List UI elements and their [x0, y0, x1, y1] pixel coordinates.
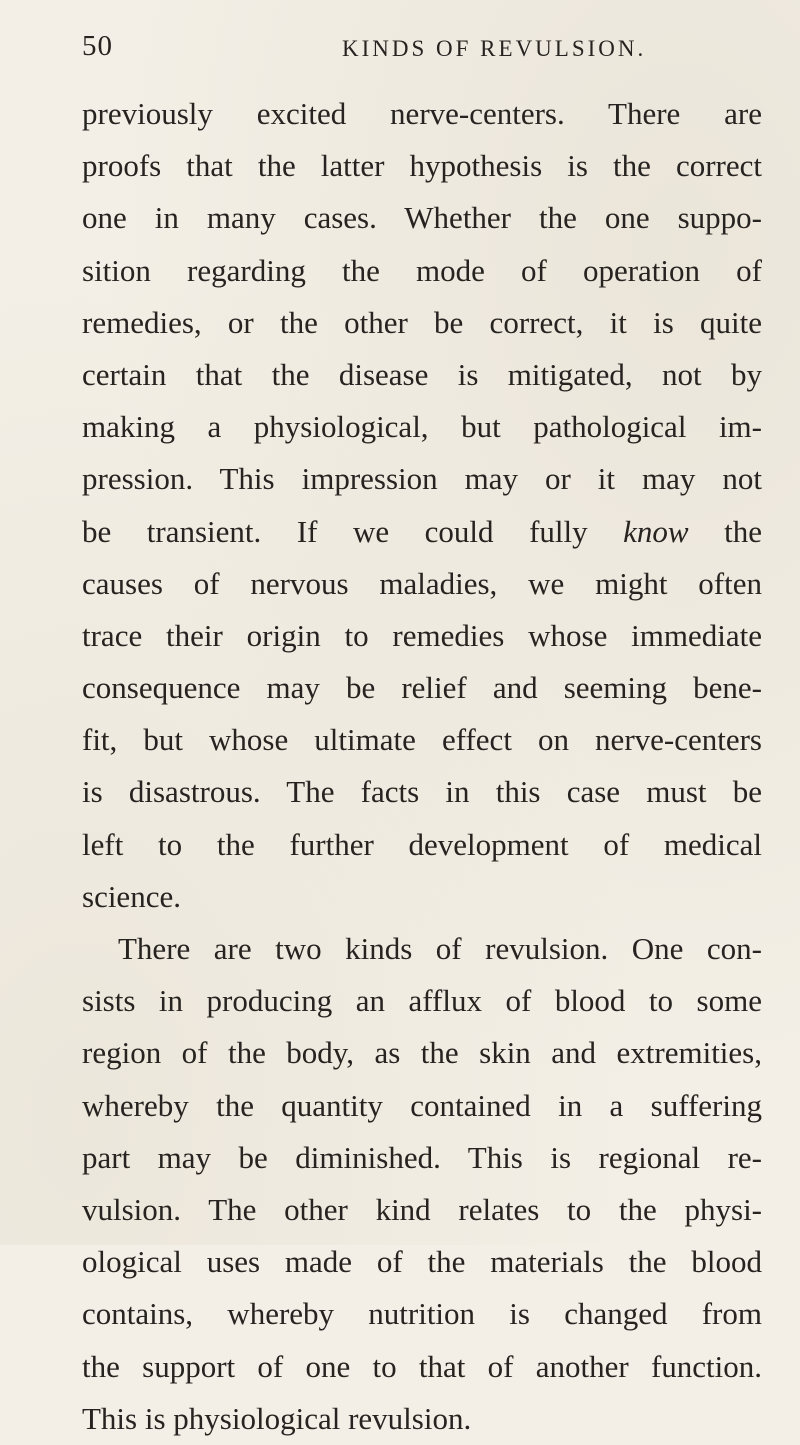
text-line [82, 923, 762, 975]
text-line [82, 88, 762, 140]
text-segment: the support of one to that of another function. [82, 1348, 762, 1384]
text-line [82, 766, 762, 818]
text-segment: sition regarding the mode of operation of [82, 252, 762, 288]
text-line [82, 297, 762, 349]
text-segment: There are two kinds of revulsion. One con- [118, 931, 762, 966]
text-line [82, 1393, 762, 1445]
text-segment: region of the body, as the skin and extremities, [82, 1035, 762, 1071]
text-segment: consequence may be relief and seeming bene- [82, 670, 762, 706]
text-segment: This is physiological revulsion. [82, 1400, 472, 1436]
text-segment: previously excited nerve-centers. There are [82, 96, 762, 131]
text-segment: sists in producing an afflux of blood to some [82, 983, 762, 1019]
text-segment: proofs that the latter hypothesis is the correct [82, 148, 762, 184]
text-line [82, 1184, 762, 1236]
text-line [82, 610, 762, 662]
text-segment: whereby the quantity contained in a suffering [82, 1087, 762, 1123]
running-title: KINDS OF REVULSION. [342, 36, 647, 61]
paragraph [82, 923, 762, 1445]
text-line [82, 1341, 762, 1393]
text-line [82, 975, 762, 1027]
text-segment: the [688, 513, 762, 549]
text-segment: one in many cases. Whether the one suppo- [82, 200, 762, 236]
body-text [82, 88, 762, 1445]
text-line [82, 245, 762, 297]
text-line [82, 871, 762, 923]
text-segment: making a physiological, but pathological im- [82, 409, 762, 445]
text-line [82, 819, 762, 871]
text-segment: ological uses made of the materials the blood [82, 1244, 762, 1280]
text-segment: be transient. If we could fully [82, 513, 624, 549]
text-line [82, 1132, 762, 1184]
text-line [82, 558, 762, 610]
page-number: 50 [82, 30, 113, 62]
paragraph [82, 88, 762, 923]
text-segment: is disastrous. The facts in this case must be [82, 774, 762, 810]
text-line [82, 506, 762, 558]
text-line [82, 662, 762, 714]
text-line [82, 140, 762, 192]
text-segment: fit, but whose ultimate effect on nerve-centers [82, 722, 762, 758]
text-line [82, 714, 762, 766]
text-segment: science. [82, 878, 181, 914]
text-segment: vulsion. The other kind relates to the physi- [82, 1191, 762, 1227]
text-segment: part may be diminished. This is regional re- [82, 1139, 762, 1175]
text-line [82, 1027, 762, 1079]
text-line [82, 1236, 762, 1288]
text-line [82, 401, 762, 453]
text-segment: remedies, or the other be correct, it is quite [82, 304, 762, 340]
text-segment: trace their origin to remedies whose immediate [82, 617, 762, 653]
text-line [82, 1080, 762, 1132]
text-line [82, 349, 762, 401]
text-segment: certain that the disease is mitigated, not by [82, 356, 762, 392]
text-segment: left to the further development of medical [82, 826, 762, 862]
text-segment: pression. This impression may or it may not [82, 461, 762, 497]
emphasized-word: know [623, 513, 689, 549]
text-line [82, 192, 762, 244]
text-segment: causes of nervous maladies, we might often [82, 565, 762, 601]
running-head [82, 30, 722, 70]
text-line [82, 453, 762, 505]
text-segment: contains, whereby nutrition is changed from [82, 1296, 762, 1332]
text-line [82, 1288, 762, 1340]
